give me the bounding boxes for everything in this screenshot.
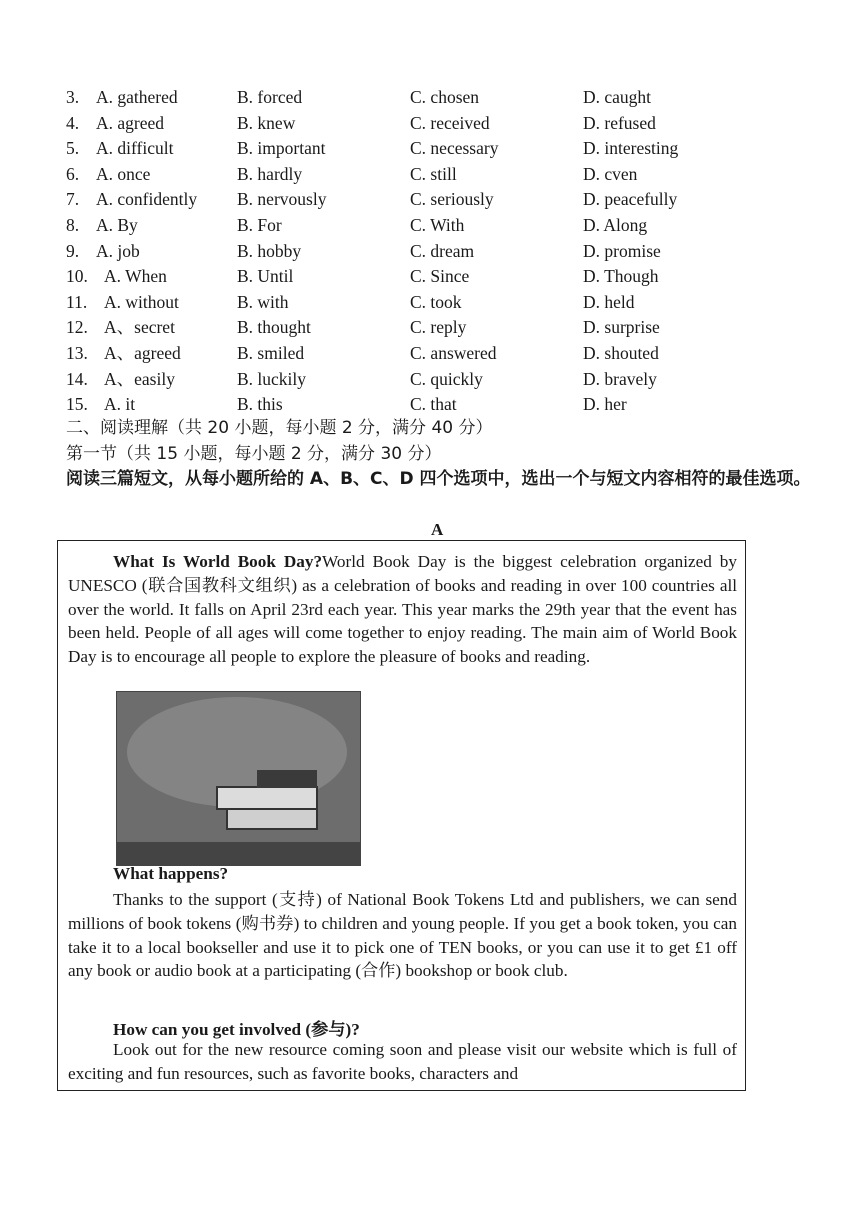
option-row bbox=[66, 264, 746, 290]
option-c: C. that bbox=[410, 394, 457, 415]
option-d: D. Along bbox=[583, 214, 648, 235]
option-c: C. Since bbox=[410, 266, 470, 287]
option-a: A. By bbox=[96, 214, 138, 235]
option-a: A. confidently bbox=[96, 189, 198, 210]
option-d: D. caught bbox=[583, 87, 652, 107]
option-a: A. gathered bbox=[96, 87, 178, 107]
option-row bbox=[66, 239, 746, 265]
option-row bbox=[66, 111, 746, 137]
option-c: C. reply bbox=[410, 317, 467, 338]
option-d: D. bravely bbox=[583, 368, 657, 389]
option-b: B. smiled bbox=[237, 342, 305, 363]
answer-options bbox=[66, 85, 746, 418]
question-number: 7. bbox=[66, 189, 80, 210]
option-c: C. necessary bbox=[410, 138, 499, 159]
passage-paragraph-1 bbox=[68, 550, 737, 669]
option-b: B. knew bbox=[237, 112, 296, 133]
option-c: C. With bbox=[410, 214, 465, 235]
option-b: B. with bbox=[237, 291, 289, 312]
question-number: 15. bbox=[66, 394, 88, 415]
option-b: B. thought bbox=[237, 317, 311, 338]
option-b: B. forced bbox=[237, 87, 303, 107]
question-number: 6. bbox=[66, 163, 80, 184]
option-d: D. peacefully bbox=[583, 189, 678, 210]
option-c: C. answered bbox=[410, 342, 497, 363]
option-d: D. Though bbox=[583, 266, 659, 287]
question-number: 8. bbox=[66, 214, 80, 235]
option-c: C. still bbox=[410, 163, 457, 184]
option-a: A. once bbox=[96, 163, 151, 184]
option-a: A. difficult bbox=[96, 138, 174, 159]
option-a: A、secret bbox=[104, 317, 175, 338]
option-c: C. dream bbox=[410, 240, 475, 261]
option-row bbox=[66, 187, 746, 213]
question-number: 5. bbox=[66, 138, 80, 159]
section-instruction: 阅读三篇短文，从每小题所给的 A、B、C、D 四个选项中，选出一个与短文内容相符的最佳选项。 bbox=[66, 469, 811, 489]
option-d: D. shouted bbox=[583, 342, 659, 363]
option-a: A、agreed bbox=[104, 342, 181, 363]
passage-paragraph-2: Thanks to the support (支持) of National Book Tokens Ltd and publishers, we can send millions of book tokens (购书券) to children and young people. If you get a book token, you can take it to a local bookseller and use it to pick one of TEN books, or you can use it to get £1 off any book or audio book at a participating (合作) bookshop or book club. bbox=[68, 890, 737, 981]
section-subheading: 第一节（共 15 小题，每小题 2 分，满分 30 分） bbox=[66, 443, 442, 464]
option-b: B. For bbox=[237, 214, 282, 235]
option-d: D. refused bbox=[583, 112, 656, 133]
option-d: D. surprise bbox=[583, 317, 660, 338]
option-c: C. received bbox=[410, 112, 490, 133]
option-d: D. promise bbox=[583, 240, 661, 261]
option-row bbox=[66, 367, 746, 393]
option-c: C. quickly bbox=[410, 368, 483, 389]
option-b: B. important bbox=[237, 138, 326, 159]
option-b: B. hardly bbox=[237, 163, 303, 184]
option-a: A. job bbox=[96, 240, 140, 261]
option-row bbox=[66, 341, 746, 367]
option-b: B. Until bbox=[237, 266, 294, 287]
option-a: A. When bbox=[104, 266, 167, 287]
option-row bbox=[66, 392, 746, 418]
passage-title: What Is World Book Day? bbox=[113, 552, 323, 571]
books-photo bbox=[116, 691, 361, 866]
option-row bbox=[66, 213, 746, 239]
question-number: 4. bbox=[66, 112, 80, 133]
option-row bbox=[66, 85, 746, 111]
question-number: 13. bbox=[66, 342, 88, 363]
section-heading: 二、阅读理解（共 20 小题，每小题 2 分，满分 40 分） bbox=[66, 418, 493, 438]
paragraph-1-text: World Book Day is the biggest celebration organized by UNESCO (联合国教科文组织) as a celebration of books and reading in over 100 countries all over the world. It falls on April 23rd each year. This year marks the 29th year that the event has been held. People of all ages will come together to enjoy reading. The main aim of World Book Day is to encourage all people to explore the pleasure of books and reading. bbox=[68, 552, 737, 667]
option-a: A. it bbox=[104, 394, 136, 415]
option-row bbox=[66, 315, 746, 341]
option-row bbox=[66, 136, 746, 162]
option-a: A、easily bbox=[104, 368, 175, 389]
question-number: 3. bbox=[66, 87, 80, 107]
question-number: 12. bbox=[66, 317, 88, 338]
question-number: 10. bbox=[66, 266, 88, 287]
option-row bbox=[66, 290, 746, 316]
option-c: C. seriously bbox=[410, 189, 494, 210]
option-a: A. without bbox=[104, 291, 179, 312]
option-c: C. took bbox=[410, 291, 462, 312]
heading-get-involved: How can you get involved (参与)? bbox=[113, 1020, 360, 1039]
option-b: B. nervously bbox=[237, 189, 327, 210]
option-d: D. cven bbox=[583, 163, 638, 184]
passage-box bbox=[57, 540, 746, 1091]
passage-paragraph-3: Look out for the new resource coming soon and please visit our website which is full of exciting and fun resources, such as favorite books, characters and bbox=[68, 1040, 737, 1083]
question-number: 14. bbox=[66, 368, 88, 389]
question-number: 9. bbox=[66, 240, 80, 261]
option-a: A. agreed bbox=[96, 112, 165, 133]
option-c: C. chosen bbox=[410, 87, 480, 107]
option-d: D. interesting bbox=[583, 138, 679, 159]
option-d: D. held bbox=[583, 291, 635, 312]
option-b: B. luckily bbox=[237, 368, 307, 389]
option-row bbox=[66, 162, 746, 188]
question-number: 11. bbox=[66, 291, 88, 312]
option-b: B. this bbox=[237, 394, 283, 415]
option-b: B. hobby bbox=[237, 240, 302, 261]
heading-what-happens: What happens? bbox=[113, 864, 229, 883]
passage-letter: A bbox=[431, 520, 444, 539]
option-d: D. her bbox=[583, 394, 627, 415]
